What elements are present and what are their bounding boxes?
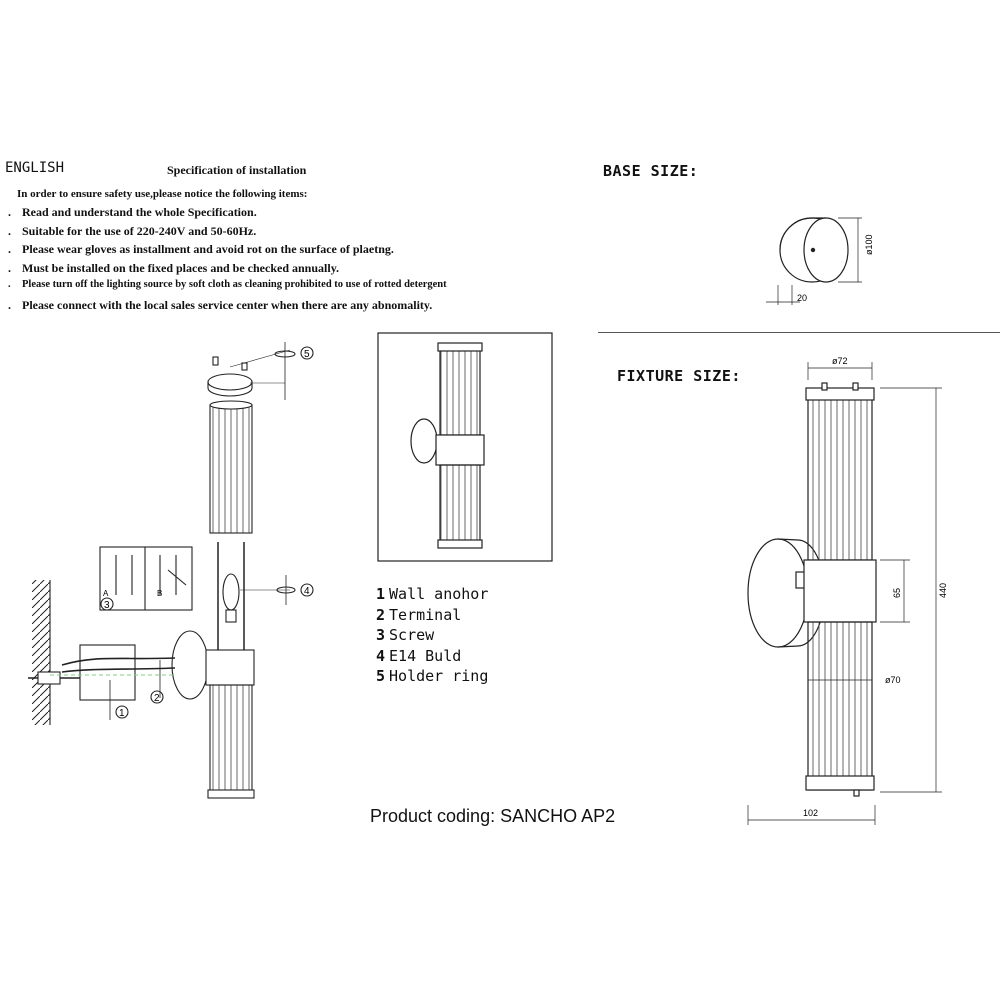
- spec-intro: In order to ensure safety use,please notice the following items:: [17, 188, 308, 200]
- callout-3: 3: [104, 600, 110, 611]
- spec-item: . Read and understand the whole Specification.: [8, 205, 257, 219]
- fixture-size-heading: FIXTURE SIZE:: [617, 367, 741, 385]
- detail-label-a: A: [103, 589, 109, 598]
- spec-title: Specification of installation: [167, 163, 307, 177]
- callout-1: 1: [119, 708, 125, 719]
- fixture-projection-label: 102: [803, 808, 819, 818]
- spec-item: . Please wear gloves as installment and avoid rot on the surface of plaetng.: [8, 242, 394, 256]
- base-size-heading: BASE SIZE:: [603, 162, 699, 180]
- callout-2: 2: [154, 693, 160, 704]
- parts-item: 5 Holder ring: [376, 667, 489, 685]
- language-label: ENGLISH: [5, 160, 65, 176]
- parts-item: 4 E14 Buld: [376, 646, 462, 665]
- fixture-tube-diameter-label: ø70: [885, 675, 901, 685]
- assembled-view: [378, 333, 552, 561]
- fixture-height-label: 440: [938, 582, 948, 598]
- product-coding: Product coding: SANCHO AP2: [370, 806, 616, 826]
- fixture-top-diameter-label: ø72: [832, 356, 848, 366]
- fixture-band-height-label: 65: [892, 587, 902, 598]
- exploded-view: [28, 342, 313, 798]
- fixture-drawing: [748, 362, 942, 825]
- spec-item: . Must be installed on the fixed places and be checked annually.: [8, 260, 340, 275]
- callout-5: 5: [304, 349, 310, 360]
- base-depth-label: 20: [797, 293, 808, 303]
- base-drawing: [766, 218, 862, 305]
- callout-4: 4: [304, 586, 310, 597]
- spec-item: . Please connect with the local sales service center when there are any abnomality.: [8, 297, 433, 312]
- parts-item: 1 Wall anohor: [376, 585, 489, 603]
- detail-label-b: B: [157, 589, 163, 598]
- base-diameter-label: ø100: [864, 234, 874, 255]
- parts-item: 3 Screw: [376, 626, 435, 644]
- spec-item: . Suitable for the use of 220-240V and 50-60Hz.: [8, 223, 257, 238]
- spec-item: . Please turn off the lighting source by soft cloth as cleaning prohibited to use of rotted detergent: [8, 279, 447, 290]
- parts-item: 2 Terminal: [376, 605, 462, 624]
